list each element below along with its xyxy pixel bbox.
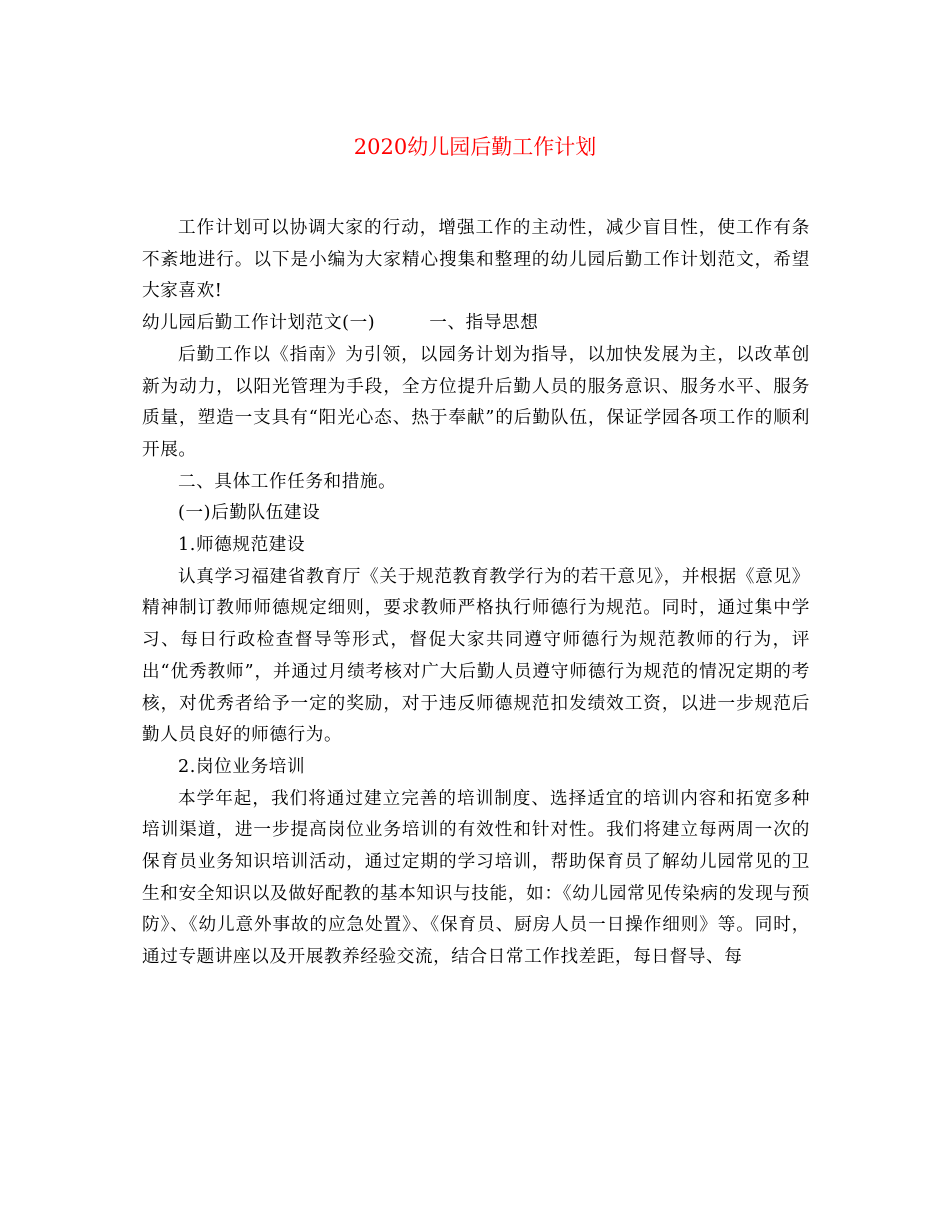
item1-heading: 1.师德规范建设 — [178, 535, 306, 556]
sample-heading: 幼儿园后勤工作计划范文(一) — [142, 313, 376, 334]
item1-paragraph: 认真学习福建省教育厅《关于规范教育教学行为的若干意见》，并根据《意见》精神制订教师师德规定细则，要求教师严格执行师德行为规范。同时，通过集中学习、每日行政检查督导等形式，督促大家共同遵守师德行为规范教师的行为，评出“优秀教师”，并通过月绩考核对广大后勤人员遵守师德行为规范的情况定期的考核，对优秀者给予一定的奖励，对于违反师德规范扣发绩效工资，以进一步规范后勤人员良好的师德行为。 — [142, 566, 810, 746]
section2-heading: 二、具体工作任务和措施。 — [178, 471, 397, 492]
subsection1-heading: (一)后勤队伍建设 — [178, 503, 321, 524]
section1-paragraph: 后勤工作以《指南》为引领，以园务计划为指导，以加快发展为主，以改革创新为动力，以阳光管理为手段，全方位提升后勤人员的服务意识、服务水平、服务质量，塑造一支具有“阳光心态、热于奉献”的后勤队伍，保证学园各项工作的顺利开展。 — [142, 344, 810, 460]
document-body — [142, 213, 810, 974]
item2-heading: 2.岗位业务培训 — [178, 756, 306, 777]
section1-heading: 一、指导思想 — [429, 313, 539, 334]
document-title: 2020幼儿园后勤工作计划 — [353, 135, 597, 159]
sample-heading-line — [142, 308, 810, 340]
item2-paragraph: 本学年起，我们将通过建立完善的培训制度、选择适宜的培训内容和拓宽多种培训渠道，进一步提高岗位业务培训的有效性和针对性。我们将建立每两周一次的保育员业务知识培训活动，通过定期的学习培训，帮助保育员了解幼儿园常见的卫生和安全知识以及做好配教的基本知识与技能，如：《幼儿园常见传染病的发现与预防》、《幼儿意外事故的应急处置》、《保育员、厨房人员一日操作细则》等。同时，通过专题讲座以及开展教养经验交流，结合日常工作找差距，每日督导、每 — [142, 788, 810, 968]
intro-paragraph: 工作计划可以协调大家的行动，增强工作的主动性，减少盲目性，使工作有条不紊地进行。以下是小编为大家精心搜集和整理的幼儿园后勤工作计划范文，希望大家喜欢! — [142, 218, 810, 302]
